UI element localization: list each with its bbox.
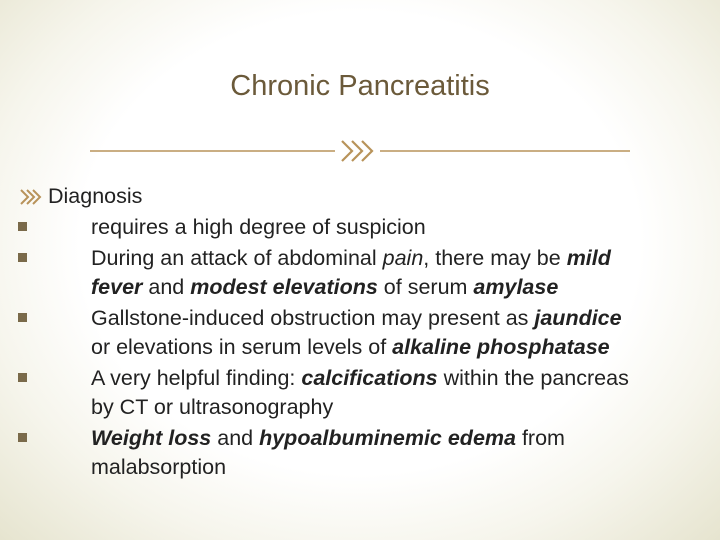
list-item-text: A very helpful finding:	[91, 366, 302, 390]
list-item	[18, 244, 638, 302]
list-item	[18, 304, 638, 362]
square-bullet-icon	[18, 313, 27, 322]
list-item-text: pain	[382, 246, 424, 270]
square-bullet-icon	[18, 253, 27, 262]
slide-title: Chronic Pancreatitis	[230, 70, 490, 102]
book-ornament-icon	[90, 135, 630, 165]
list-item-text: and	[142, 275, 191, 299]
list-item-text: requires a high degree of suspicion	[91, 215, 426, 239]
list-item	[18, 213, 638, 242]
list-item-text: , there may be	[423, 246, 567, 270]
list-item-text: modest elevations	[190, 275, 378, 299]
list-item-text: amylase	[473, 275, 559, 299]
list-item-text: from malabsorption	[91, 426, 565, 479]
square-bullet-icon	[18, 433, 27, 442]
list-item-text: During an attack of abdominal	[91, 246, 383, 270]
list-item-text: jaundice	[534, 306, 622, 330]
list-item-text: mild fever	[91, 246, 611, 299]
square-bullet-icon	[18, 222, 27, 231]
quote-arrow-icon	[18, 187, 42, 207]
list-item-text: of serum	[377, 275, 474, 299]
list-item-text: alkaline phosphatase	[392, 335, 610, 359]
list-item-text: or elevations in serum levels of	[91, 335, 393, 359]
heading-label: Diagnosis	[48, 184, 143, 208]
square-bullet-icon	[18, 373, 27, 382]
list-item-text: Gallstone-induced obstruction may present as	[91, 306, 535, 330]
list-item-text: within the pancreas by CT or ultrasonography	[91, 366, 629, 419]
list-item-text: and	[211, 426, 260, 450]
list-item-text: calcifications	[301, 366, 438, 390]
list-item-text: hypoalbuminemic edema	[259, 426, 516, 450]
bullet-list	[18, 213, 638, 482]
diagnosis-heading	[18, 182, 638, 211]
list-item-text: Weight loss	[91, 426, 212, 450]
list-item	[18, 364, 638, 422]
list-item	[18, 424, 638, 482]
slide-content	[18, 182, 638, 484]
